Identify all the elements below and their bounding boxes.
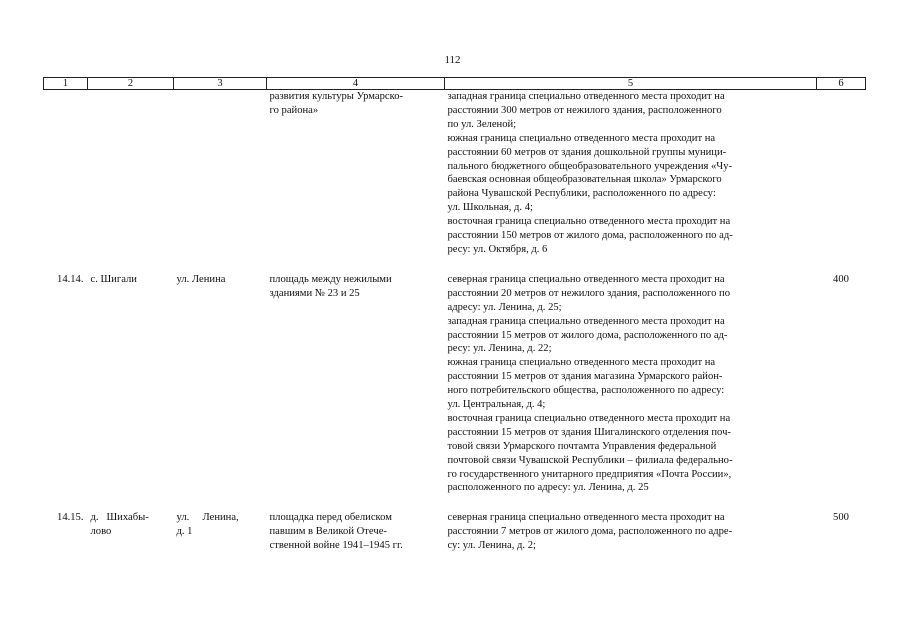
- street-cell: [174, 90, 267, 257]
- column-header-5: 5: [445, 78, 817, 90]
- boundary-line: адресу: ул. Ленина, д. 25;: [447, 301, 562, 313]
- street-cell: [174, 511, 267, 553]
- boundary-line: по ул. Зеленой;: [447, 118, 517, 130]
- boundary-line: ресу: ул. Ленина, д. 22;: [447, 343, 552, 355]
- row-spacer: [44, 257, 866, 273]
- settlement-cell: [88, 90, 174, 257]
- boundary-line: расстоянии 300 метров от нежилого здания, расположенного: [447, 104, 722, 116]
- area-cell: [817, 90, 866, 257]
- row-number: 14.15.: [57, 512, 84, 524]
- boundaries-cell: [445, 273, 817, 496]
- place-line: развития культуры Урмарско-: [269, 91, 404, 102]
- boundary-line: южная граница специально отведенного места проходит на: [447, 132, 716, 144]
- boundaries-cell: [445, 511, 817, 553]
- boundary-line: го государственного унитарного предприятия «Почта России»,: [447, 468, 732, 480]
- boundary-line: ул. Центральная, д. 4;: [447, 399, 546, 411]
- boundaries-cell: [445, 90, 817, 257]
- settlement-line: лово: [90, 526, 112, 538]
- column-header-6: 6: [817, 78, 866, 90]
- boundary-line: западная граница специально отведенного места проходит на: [447, 91, 725, 102]
- place-line: павшим в Великой Отече-: [269, 526, 387, 538]
- table-row: [44, 90, 866, 257]
- place-cell: [267, 90, 445, 257]
- table-row: [44, 273, 866, 496]
- boundary-line: северная граница специально отведенного места проходит на: [447, 512, 725, 524]
- boundary-line: северная граница специально отведенного места проходит на: [447, 273, 725, 285]
- boundary-line: расстоянии 150 метров от жилого дома, расположенного по ад-: [447, 230, 733, 242]
- boundary-line: южная граница специально отведенного места проходит на: [447, 357, 716, 369]
- street-line: д. 1: [176, 526, 193, 538]
- boundary-line: расстоянии 7 метров от жилого дома, расположенного по адре-: [447, 526, 733, 538]
- document-table: [43, 77, 866, 553]
- place-line: площадь между нежилыми: [269, 273, 392, 285]
- boundary-line: района Чувашской Республики, расположенного по адресу:: [447, 188, 716, 200]
- column-header-3: 3: [174, 78, 267, 90]
- column-header-1: 1: [44, 78, 88, 90]
- boundary-line: товой связи Урмарского почтамта Управления федеральной: [447, 440, 717, 452]
- boundary-line: ул. Школьная, д. 4;: [447, 202, 533, 214]
- settlement-line: д. Шихабы-: [90, 512, 149, 524]
- boundary-line: пального бюджетного общеобразовательного учреждения «Чу-: [447, 160, 733, 172]
- column-header-4: 4: [267, 78, 445, 90]
- boundary-line: ного потребительского общества, расположенного по адресу:: [447, 385, 725, 397]
- boundary-line: почтовой связи Чувашской Республики – филиала федерально-: [447, 454, 733, 466]
- settlement-cell: с. Шигали: [90, 273, 137, 285]
- place-line: го района»: [269, 104, 319, 116]
- boundary-line: восточная граница специально отведенного места проходит на: [447, 412, 731, 424]
- area-cell: 500: [833, 512, 849, 524]
- boundary-line: баевская основная общеобразовательная школа» Урмарского: [447, 174, 722, 186]
- boundary-line: ресу: ул. Октября, д. 6: [447, 243, 548, 255]
- boundary-line: западная граница специально отведенного места проходит на: [447, 315, 725, 327]
- area-cell: 400: [833, 273, 849, 285]
- place-line: зданиями № 23 и 25: [269, 287, 360, 299]
- row-number: 14.14.: [57, 273, 84, 285]
- boundary-line: расстоянии 60 метров от здания дошкольной группы муници-: [447, 146, 727, 158]
- table-row: [44, 511, 866, 553]
- boundary-line: су: ул. Ленина, д. 2;: [447, 540, 536, 552]
- street-line: ул. Ленина,: [176, 512, 239, 524]
- boundary-line: расстоянии 15 метров от здания Шигалинского отделения поч-: [447, 426, 731, 438]
- street-cell: ул. Ленина: [176, 273, 226, 285]
- column-header-2: 2: [88, 78, 174, 90]
- place-cell: [267, 511, 445, 553]
- boundary-line: расстоянии 20 метров от нежилого здания, расположенного по: [447, 287, 731, 299]
- row-spacer: [44, 495, 866, 511]
- row-number: [44, 90, 88, 257]
- boundary-line: расстоянии 15 метров от жилого дома, расположенного по ад-: [447, 329, 728, 341]
- page-number: 112: [444, 54, 461, 66]
- place-cell: [267, 273, 445, 496]
- settlement-cell: [88, 511, 174, 553]
- boundary-line: расположенного по адресу: ул. Ленина, д. 25: [447, 482, 649, 494]
- boundary-line: расстоянии 15 метров от здания магазина Урмарского район-: [447, 371, 723, 383]
- table-header-row: [44, 78, 866, 90]
- place-line: ственной войне 1941–1945 гг.: [269, 540, 403, 552]
- place-line: площадка перед обелиском: [269, 512, 392, 524]
- boundary-line: восточная граница специально отведенного места проходит на: [447, 216, 731, 228]
